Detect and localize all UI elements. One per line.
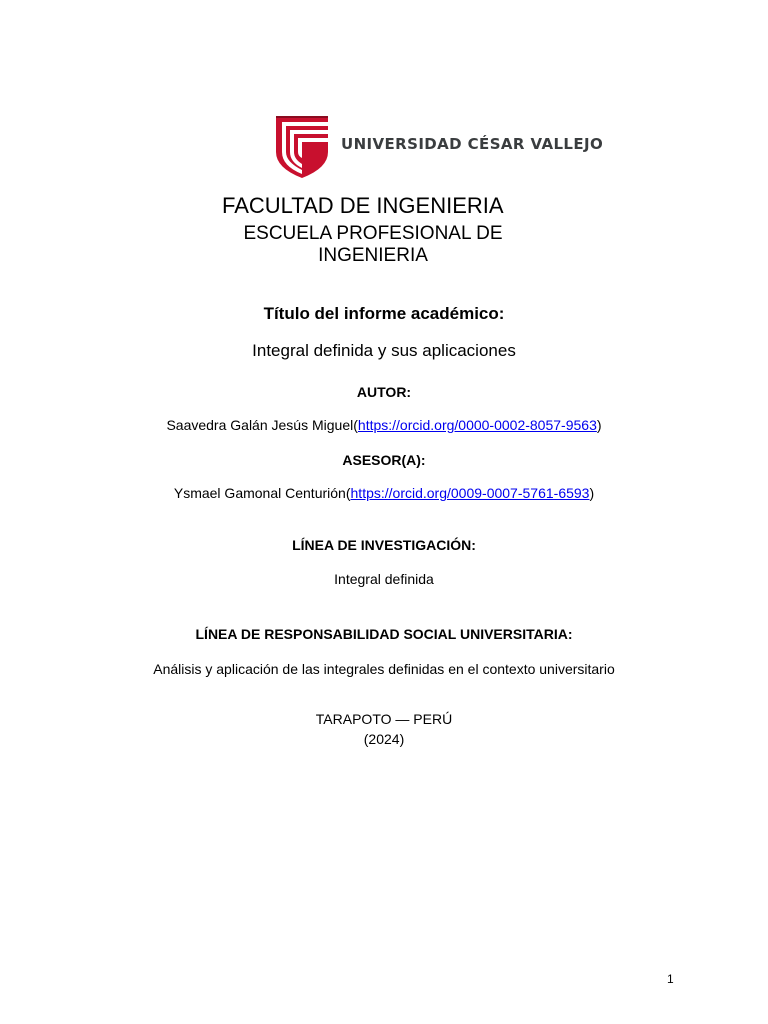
research-line-label: LÍNEA DE INVESTIGACIÓN: (292, 537, 476, 553)
faculty-title: FACULTAD DE INGENIERIA (222, 193, 504, 218)
year: (2024) (363, 731, 405, 747)
place: TARAPOTO — PERÚ (315, 711, 453, 727)
university-shield-icon (272, 112, 342, 180)
author-label: AUTOR: (356, 384, 412, 400)
university-name: UNIVERSIDAD CÉSAR VALLEJO (341, 135, 604, 153)
social-line-label: LÍNEA DE RESPONSABILIDAD SOCIAL UNIVERSITARIA: (195, 626, 573, 642)
advisor-name: Ysmael Gamonal Centurión (173, 485, 346, 501)
author-line: Saavedra Galán Jesús Miguel(https://orcid.org/0000-0002-8057-9563) (166, 417, 602, 433)
school-line-1: ESCUELA PROFESIONAL DE (243, 223, 503, 244)
report-title: Integral definida y sus aplicaciones (252, 341, 516, 360)
social-line-value: Análisis y aplicación de las integrales definidas en el contexto universitario (153, 661, 615, 677)
report-title-label: Título del informe académico: (263, 304, 505, 323)
advisor-label: ASESOR(A): (342, 452, 426, 468)
author-name: Saavedra Galán Jesús Miguel (166, 417, 354, 433)
school-title (230, 223, 516, 267)
advisor-line: Ysmael Gamonal Centurión(https://orcid.org/0009-0007-5761-6593) (173, 485, 595, 501)
author-orcid-link[interactable]: https://orcid.org/0000-0002-8057-9563 (357, 417, 597, 433)
page-number: 1 (667, 972, 674, 986)
school-line-2: INGENIERIA (318, 245, 428, 266)
advisor-orcid-link[interactable]: https://orcid.org/0009-0007-5761-6593 (350, 485, 590, 501)
research-line-value: Integral definida (334, 571, 434, 587)
